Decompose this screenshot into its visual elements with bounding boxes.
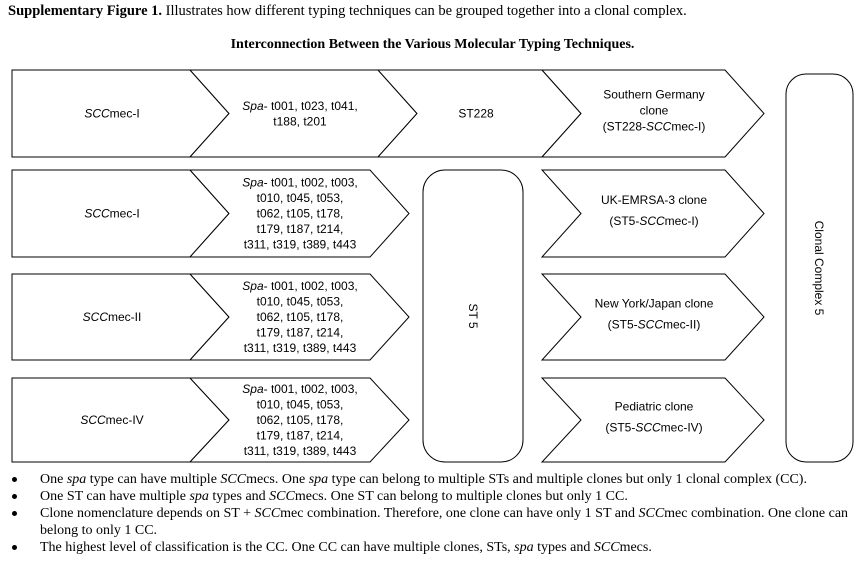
- clonal-complex-label: Clonal Complex 5: [812, 220, 826, 316]
- diagram-title: Interconnection Between the Various Molecular Typing Techniques.: [230, 37, 635, 52]
- spa-types: Spa- t001, t002, t003, t010, t045, t053, t062, t105, t178, t179, t187, t214, t311, t319, t389, t443: [242, 382, 358, 458]
- note-item: The highest level of classification is the CC. One CC can have multiple clones, STs, spa types and SCCmecs.: [40, 539, 860, 556]
- spa-types: Spa- t001, t023, t041, t188, t201: [242, 98, 358, 129]
- st228-label: ST228: [458, 106, 494, 121]
- spa-types: Spa- t001, t002, t003, t010, t045, t053, t062, t105, t178, t179, t187, t214, t311, t319, t389, t443: [242, 175, 358, 252]
- clone-label: UK-EMRSA-3 clone (ST5-SCCmec-I): [600, 193, 708, 228]
- note-item: Clone nomenclature depends on ST + SCCmec combination. Therefore, one clone can have only 1 ST and SCCmec combination. One clone can belong to only 1 CC.: [40, 505, 860, 539]
- caption-label: Supplementary Figure 1.: [8, 3, 162, 19]
- spa-types: Spa- t001, t002, t003, t010, t045, t053, t062, t105, t178, t179, t187, t214, t311, t319, t389, t443: [242, 279, 358, 355]
- st5-label: ST 5: [466, 303, 480, 329]
- notes-list: [10, 471, 860, 556]
- caption-text: Illustrates how different typing techniques can be grouped together into a clonal complex.: [162, 3, 687, 19]
- scc-label: SCCmec-II: [82, 310, 142, 324]
- scc-label: SCCmec-I: [84, 206, 140, 221]
- clone-label: Pediatric clone (ST5-SCCmec-IV): [605, 399, 703, 435]
- note-item: One ST can have multiple spa types and SCCmecs. One ST can belong to multiple clones but only 1 CC.: [40, 488, 860, 505]
- clone-label: Southern Germany clone (ST228-SCCmec-I): [602, 87, 706, 134]
- scc-label: SCCmec-I: [84, 106, 140, 121]
- note-item: One spa type can have multiple SCCmecs. One spa type can belong to multiple STs and multiple clones but only 1 clonal complex (CC).: [40, 471, 860, 488]
- clone-label: New York/Japan clone (ST5-SCCmec-II): [594, 296, 714, 332]
- scc-label: SCCmec-IV: [80, 413, 144, 427]
